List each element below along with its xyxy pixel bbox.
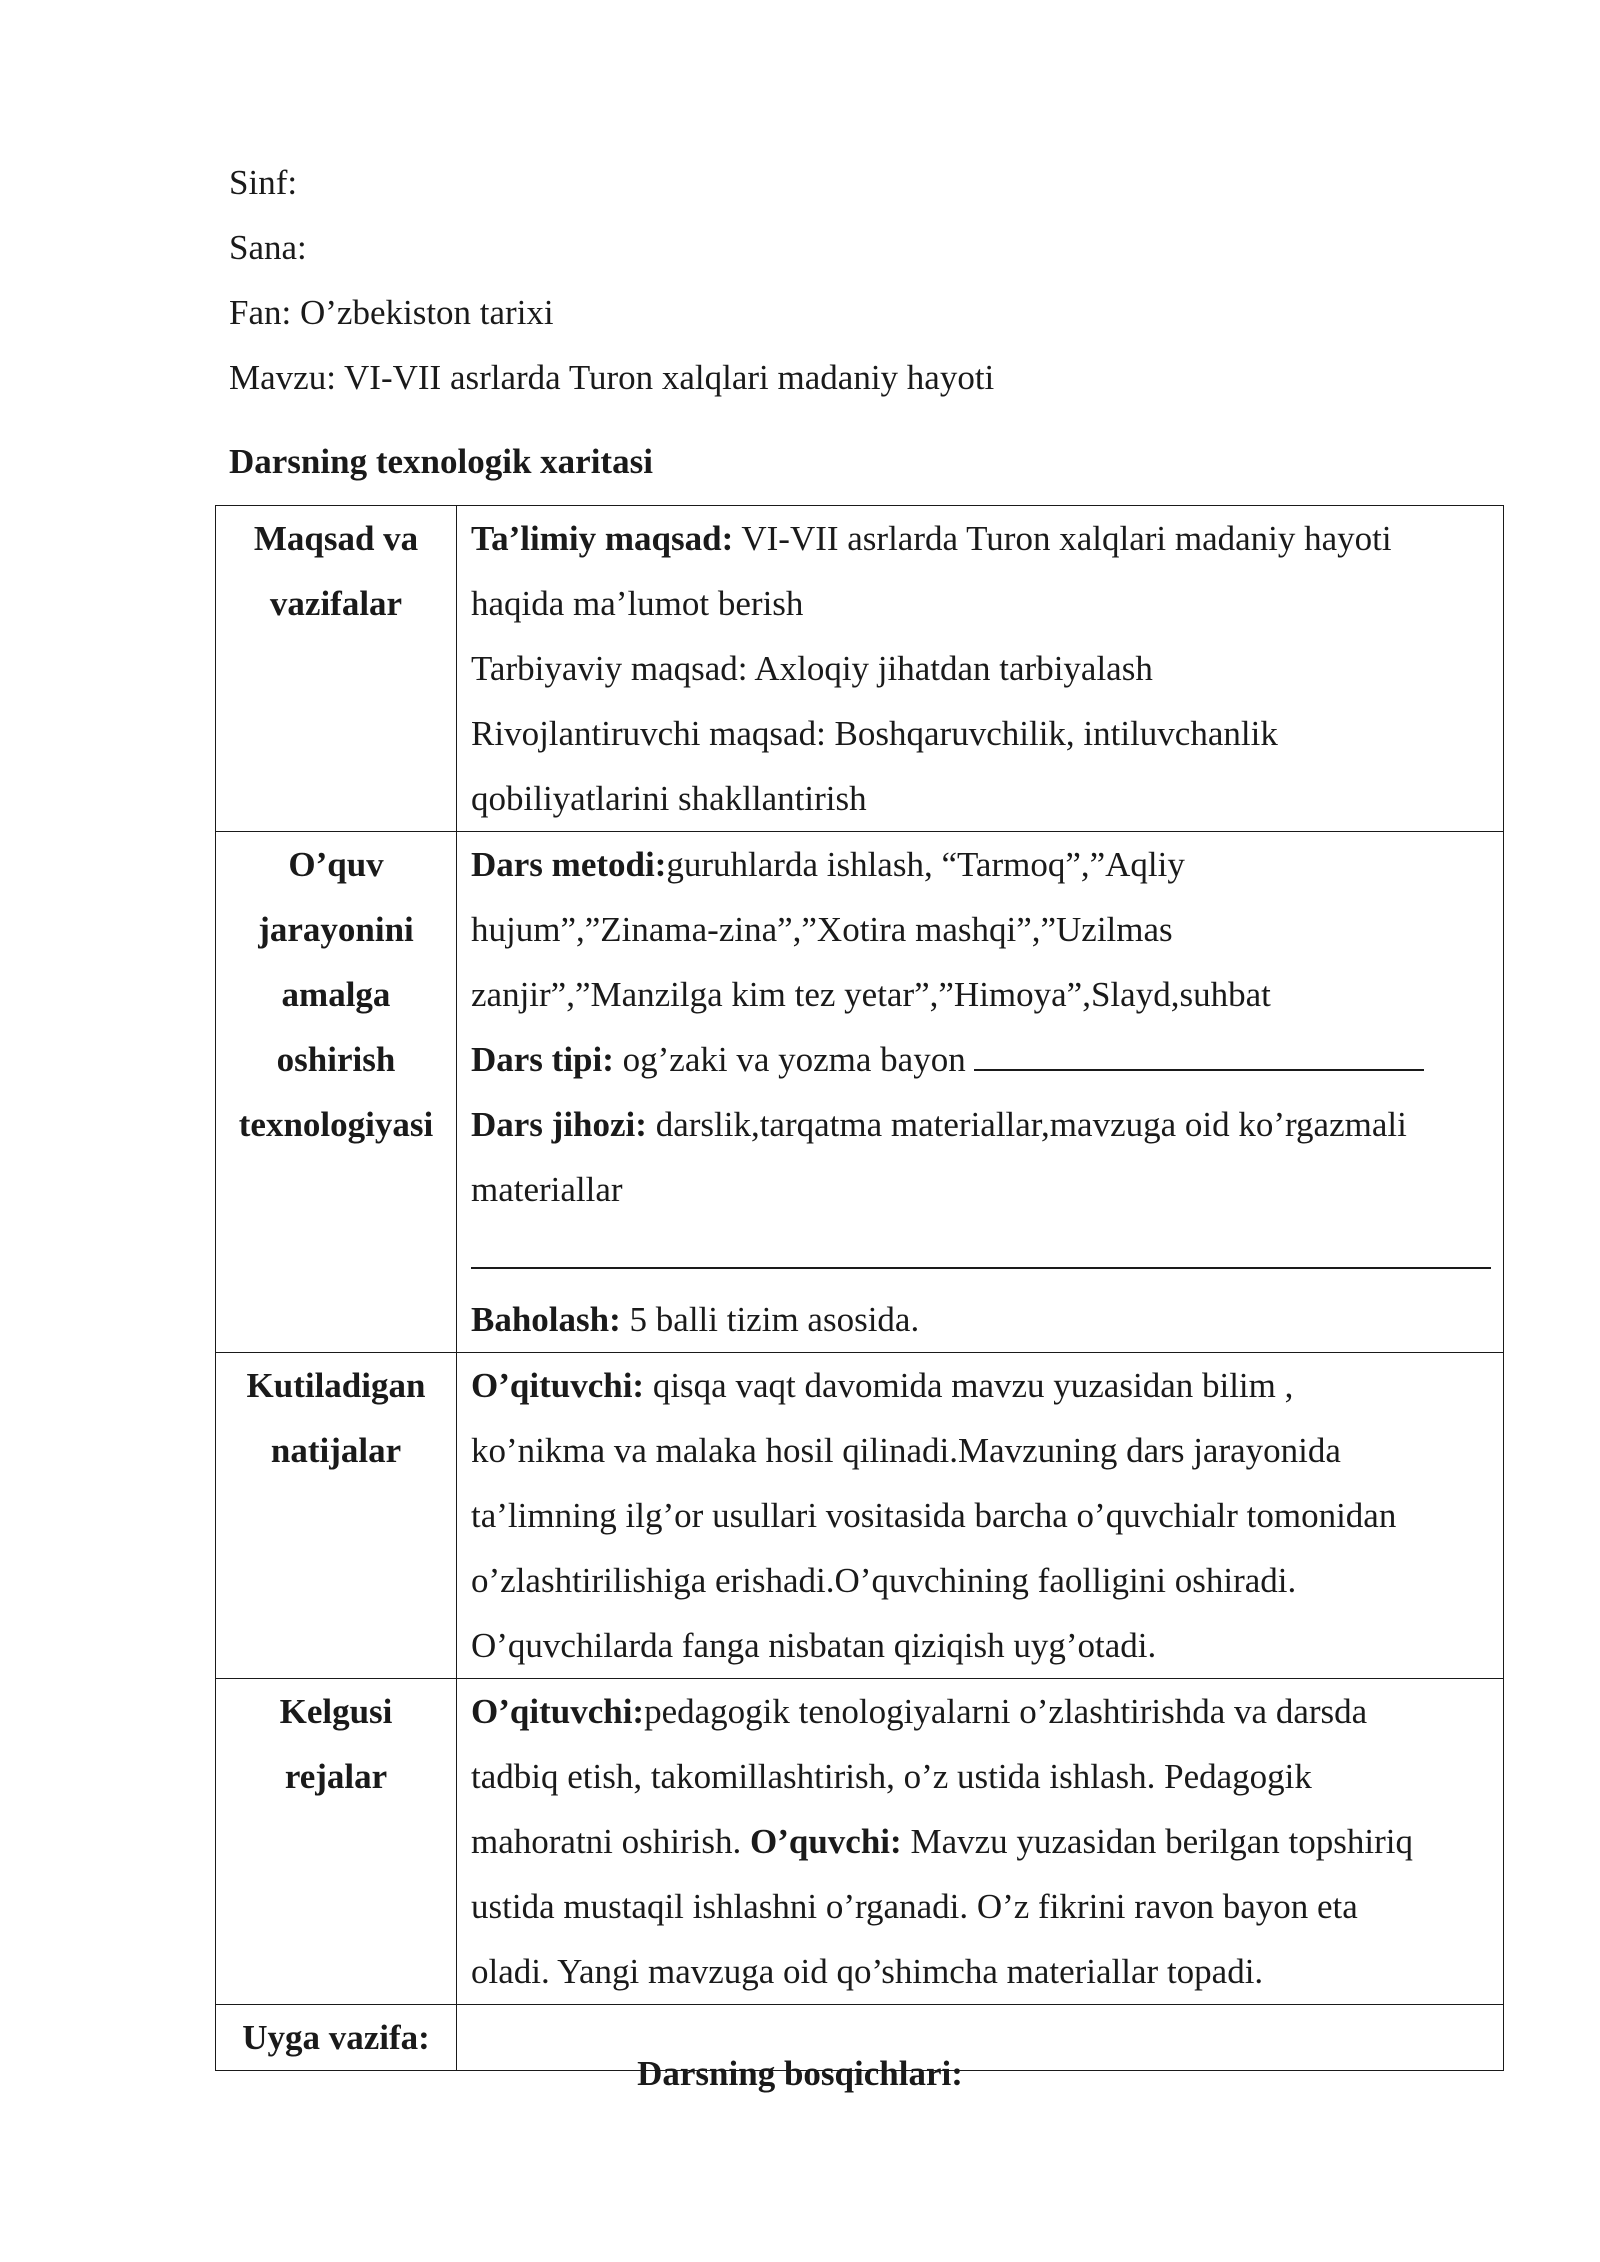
results-text: ko’nikma va malaka hosil qilinadi.Mavzuning dars jarayonida bbox=[471, 1431, 1341, 1470]
row-label-line: Kutiladigan bbox=[246, 1366, 426, 1405]
lesson-type bbox=[471, 1027, 1491, 1092]
educational-goal-text-cont: haqida ma’lumot berish bbox=[471, 584, 804, 623]
technological-map-title: Darsning texnologik xaritasi bbox=[229, 442, 653, 481]
row-label-line: natijalar bbox=[270, 1431, 402, 1470]
table-row-future-plans bbox=[216, 1679, 1504, 2005]
results-text: o’zlashtirilishiga erishadi.O’quvchining faolligini oshiradi. bbox=[471, 1561, 1297, 1600]
developmental-goal: Rivojlantiruvchi maqsad: Boshqaruvchilik, intiluvchanlik bbox=[471, 714, 1278, 753]
row-label-line: vazifalar bbox=[269, 584, 403, 623]
developmental-goal-cont: qobiliyatlarini shakllantirish bbox=[471, 779, 867, 818]
row-label-line: Maqsad va bbox=[253, 519, 419, 558]
plans-text: oladi. Yangi mavzuga oid qo’shimcha materiallar topadi. bbox=[471, 1952, 1264, 1991]
row-content-technology bbox=[457, 832, 1504, 1353]
lesson-method-label: Dars metodi: bbox=[471, 845, 667, 884]
results-line bbox=[471, 1353, 1491, 1418]
row-label-goals bbox=[216, 506, 457, 832]
row-label-line: texnologiyasi bbox=[238, 1105, 434, 1144]
lesson-equipment-label: Dars jihozi: bbox=[471, 1105, 647, 1144]
results-text: ta’limning ilg’or usullari vositasida barcha o’quvchialr tomonidan bbox=[471, 1496, 1397, 1535]
date-field: Sana: bbox=[229, 228, 307, 267]
lesson-method-text-cont: hujum”,”Zinama-zina”,”Xotira mashqi”,”Uzilmas bbox=[471, 910, 1173, 949]
row-content-future-plans bbox=[457, 1679, 1504, 2005]
plans-text: ustida mustaqil ishlashni o’rganadi. O’z fikrini ravon bayon eta bbox=[471, 1887, 1358, 1926]
table-row-goals bbox=[216, 506, 1504, 832]
upbringing-goal: Tarbiyaviy maqsad: Axloqiy jihatdan tarbiyalash bbox=[471, 649, 1153, 688]
table-row-expected-results bbox=[216, 1353, 1504, 1679]
table-row-technology bbox=[216, 832, 1504, 1353]
technological-map-table bbox=[215, 505, 1504, 2071]
teacher-label: O’qituvchi: bbox=[471, 1366, 645, 1405]
lesson-type-label: Dars tipi: bbox=[471, 1040, 614, 1079]
assessment-text: 5 balli tizim asosida. bbox=[620, 1300, 920, 1339]
row-label-line: rejalar bbox=[284, 1757, 388, 1796]
plans-text: tadbiq etish, takomillashtirish, o’z ustida ishlash. Pedagogik bbox=[471, 1757, 1312, 1796]
row-label-future-plans bbox=[216, 1679, 457, 2005]
blank-line bbox=[471, 1222, 1491, 1287]
educational-goal-text: VI-VII asrlarda Turon xalqlari madaniy hayoti bbox=[733, 519, 1392, 558]
row-content-expected-results bbox=[457, 1353, 1504, 1679]
teacher-label: O’qituvchi: bbox=[471, 1692, 645, 1731]
lesson-header bbox=[229, 150, 994, 410]
lesson-equipment-text-cont: materiallar bbox=[471, 1170, 623, 1209]
subject-field: Fan: O’zbekiston tarixi bbox=[229, 293, 554, 332]
educational-goal-label: Ta’limiy maqsad: bbox=[471, 519, 734, 558]
class-field: Sinf: bbox=[229, 163, 298, 202]
row-label-line: jarayonini bbox=[258, 910, 414, 949]
lesson-stages-title: Darsning bosqichlari: bbox=[637, 2054, 963, 2093]
blank-line bbox=[974, 1039, 1424, 1071]
row-label-line: oshirish bbox=[276, 1040, 396, 1079]
plans-text: Mavzu yuzasidan berilgan topshiriq bbox=[901, 1822, 1413, 1861]
lesson-equipment-text: darslik,tarqatma materiallar,mavzuga oid ko’rgazmali bbox=[646, 1105, 1407, 1144]
lesson-equipment bbox=[471, 1092, 1491, 1157]
educational-goal bbox=[471, 506, 1491, 571]
row-label-line: Uyga vazifa: bbox=[242, 2018, 430, 2057]
assessment bbox=[471, 1287, 1491, 1352]
results-text: O’quvchilarda fanga nisbatan qiziqish uyg’otadi. bbox=[471, 1626, 1157, 1665]
row-label-line: O’quv bbox=[288, 845, 384, 884]
assessment-label: Baholash: bbox=[471, 1300, 621, 1339]
row-label-technology bbox=[216, 832, 457, 1353]
plans-line bbox=[471, 1809, 1491, 1874]
lesson-type-text: og’zaki va yozma bayon bbox=[613, 1040, 975, 1079]
row-content-goals bbox=[457, 506, 1504, 832]
lesson-method bbox=[471, 832, 1491, 897]
row-label-line: amalga bbox=[281, 975, 391, 1014]
plans-text: pedagogik tenologiyalarni o’zlashtirishda va darsda bbox=[644, 1692, 1368, 1731]
lesson-method-text: guruhlarda ishlash, “Tarmoq”,”Aqliy bbox=[666, 845, 1185, 884]
results-text: qisqa vaqt davomida mavzu yuzasidan bilim , bbox=[644, 1366, 1294, 1405]
row-label-expected-results bbox=[216, 1353, 457, 1679]
topic-field: Mavzu: VI-VII asrlarda Turon xalqlari madaniy hayoti bbox=[229, 358, 995, 397]
student-label: O’quvchi: bbox=[750, 1822, 902, 1861]
lesson-method-text-cont: zanjir”,”Manzilga kim tez yetar”,”Himoya”,Slayd,suhbat bbox=[471, 975, 1271, 1014]
plans-text: mahoratni oshirish. bbox=[471, 1822, 750, 1861]
plans-line bbox=[471, 1679, 1491, 1744]
row-label-line: Kelgusi bbox=[279, 1692, 393, 1731]
